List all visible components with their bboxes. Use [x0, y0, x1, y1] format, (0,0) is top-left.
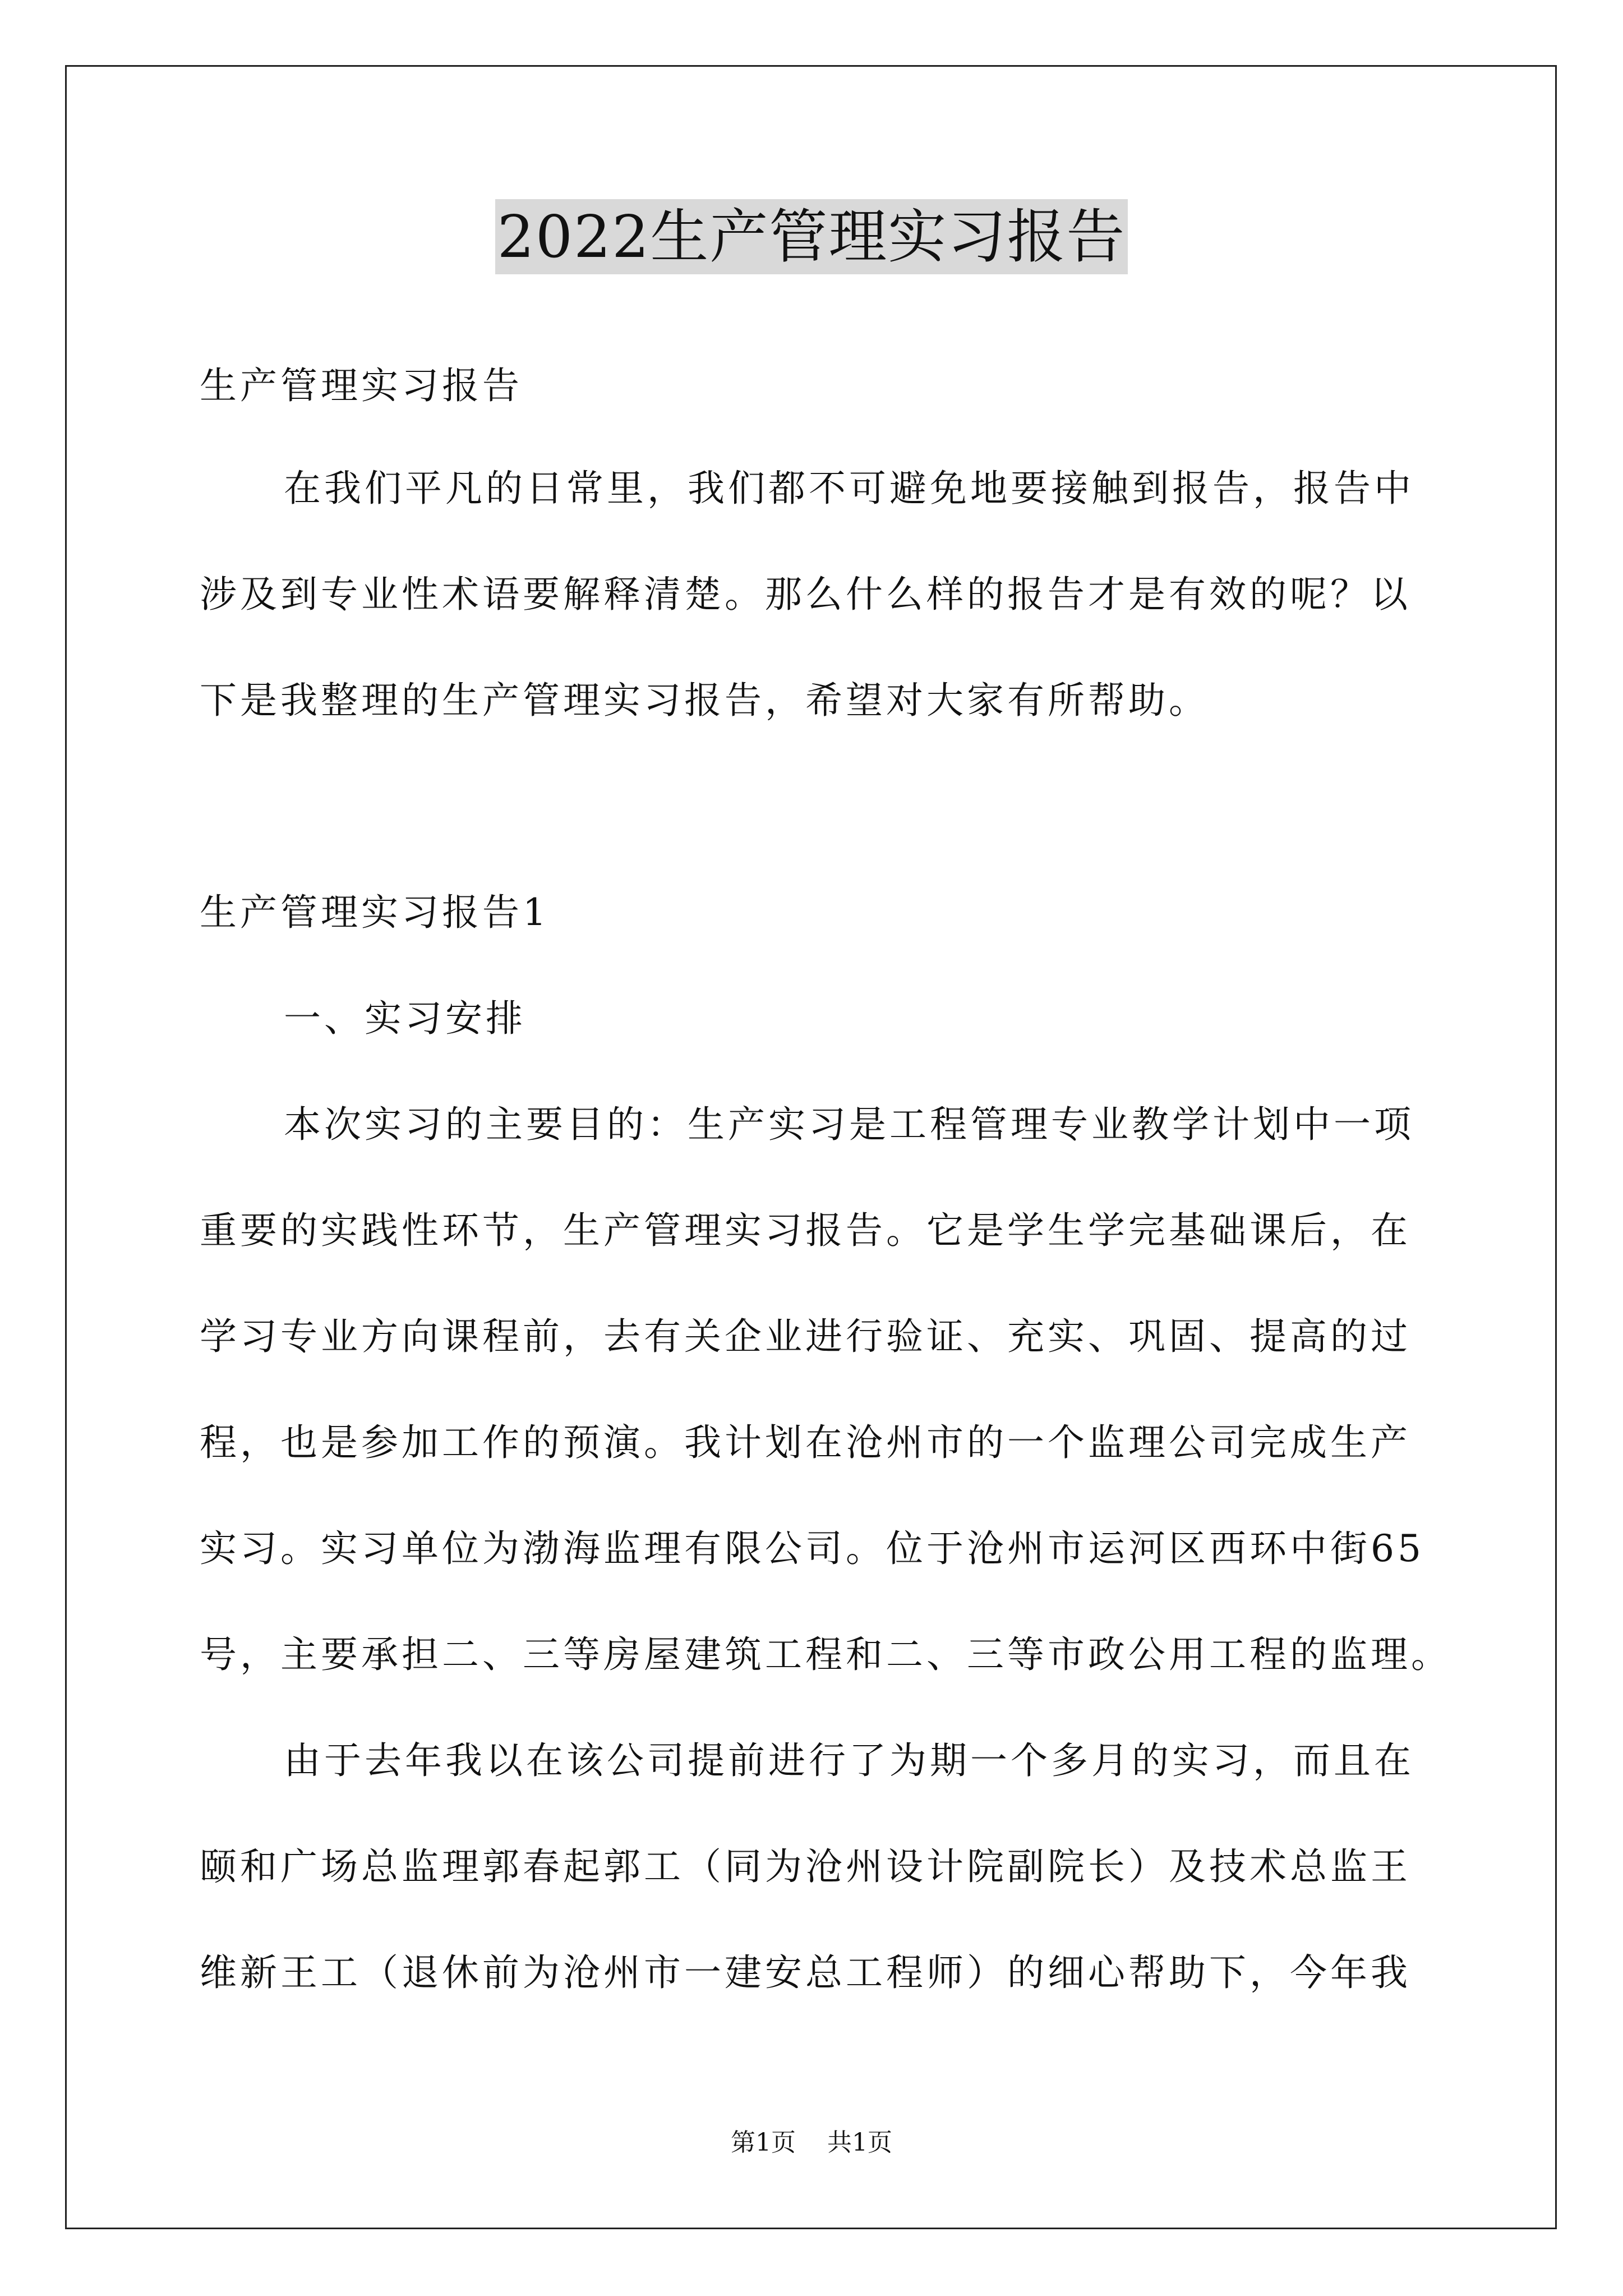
section-heading: 生产管理实习报告1 [200, 891, 550, 934]
body-line-6: 号，主要承担二、三等房屋建筑工程和二、三等市政公用工程的监理。 [200, 1633, 1451, 1676]
body-line-4: 程，也是参加工作的预演。我计划在沧州市的一个监理公司完成生产 [200, 1421, 1411, 1464]
document-subtitle: 生产管理实习报告 [200, 364, 523, 407]
section-heading-block [200, 859, 1433, 965]
page-footer [0, 2126, 1623, 2160]
body-line-8: 颐和广场总监理郭春起郭工（同为沧州设计院副院长）及技术总监王 [200, 1845, 1411, 1888]
intro-paragraph [200, 435, 1433, 753]
body-line-2: 重要的实践性环节，生产管理实习报告。它是学生学完基础课后，在 [200, 1209, 1411, 1252]
subtitle-block [200, 333, 1433, 439]
body-line-7: 由于去年我以在该公司提前进行了为期一个多月的实习，而且在 [284, 1739, 1414, 1782]
body-line-1: 本次实习的主要目的：生产实习是工程管理专业教学计划中一项 [284, 1103, 1414, 1146]
body-paragraph-2 [200, 1708, 1433, 2026]
intro-line-2: 涉及到专业性术语要解释清楚。那么什么样的报告才是有效的呢？以 [200, 573, 1411, 616]
body-paragraph-1 [200, 1071, 1451, 1708]
body-line-9: 维新王工（退休前为沧州市一建安总工程师）的细心帮助下，今年我 [200, 1951, 1411, 1994]
subsection-heading-block [200, 965, 1433, 1071]
subsection-heading: 一、实习安排 [284, 997, 526, 1040]
intro-line-1: 在我们平凡的日常里，我们都不可避免地要接触到报告，报告中 [284, 467, 1414, 510]
intro-line-3: 下是我整理的生产管理实习报告，希望对大家有所帮助。 [200, 679, 1209, 722]
document-title: 2022生产管理实习报告 [495, 199, 1128, 274]
body-line-5: 实习。实习单位为渤海监理有限公司。位于沧州市运河区西环中街65 [200, 1527, 1424, 1570]
title-container [0, 199, 1623, 274]
page-total: 共1页 [827, 2128, 892, 2157]
page-number: 第1页 [731, 2128, 796, 2157]
body-line-3: 学习专业方向课程前，去有关企业进行验证、充实、巩固、提高的过 [200, 1315, 1411, 1358]
